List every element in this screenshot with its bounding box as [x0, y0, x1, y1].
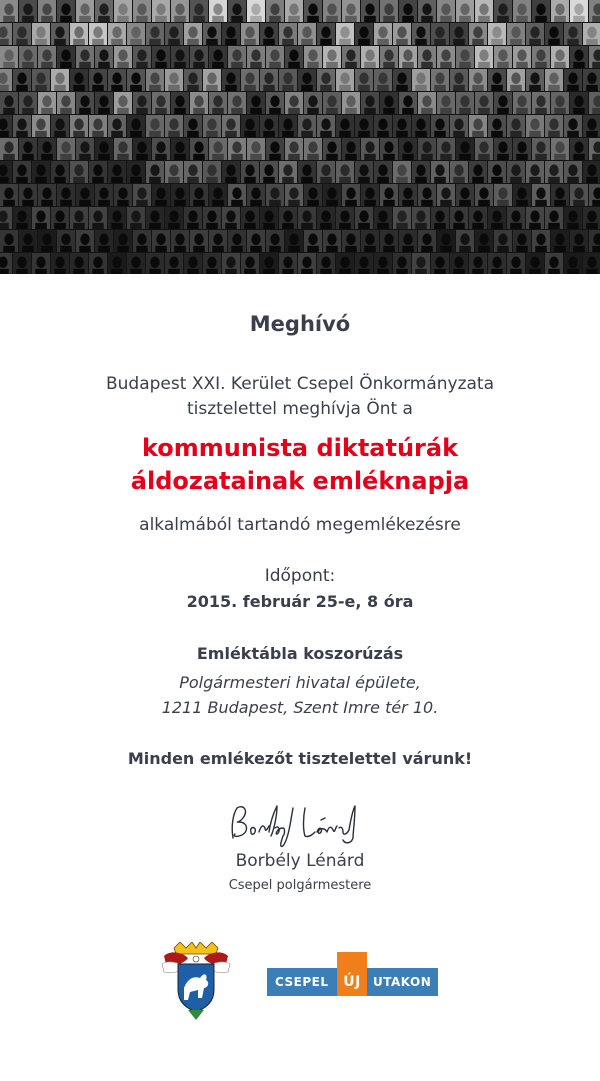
intro-line-1: Budapest XXI. Kerület Csepel Önkormányzata: [106, 374, 494, 394]
signer-name: Borbély Lénárd: [235, 851, 365, 871]
venue-line-1: Polgármesteri hivatal épülete,: [179, 673, 421, 692]
occasion-text: alkalmából tartandó megemlékezésre: [139, 515, 461, 535]
csepel-coat-of-arms-icon: [160, 942, 232, 1020]
intro-text: [0, 372, 600, 422]
invitation-title: Meghívó: [249, 312, 351, 336]
headline: [0, 432, 600, 498]
intro-line-2: tisztelettel meghívja Önt a: [187, 399, 413, 419]
closing-text: Minden emlékezőt tisztelettel várunk!: [127, 749, 473, 768]
csepel-uj-utakon-logo: [267, 968, 438, 996]
time-label: Időpont:: [264, 566, 336, 586]
portrait-mosaic-icon: [0, 0, 600, 274]
venue: [0, 670, 600, 720]
signature-icon: [225, 798, 375, 850]
time-value: 2015. február 25-e, 8 óra: [186, 592, 414, 611]
crest-icon: [160, 942, 232, 1020]
handwritten-signature: [225, 798, 375, 850]
portrait-mosaic-image: [0, 0, 600, 274]
venue-line-2: 1211 Budapest, Szent Imre tér 10.: [161, 698, 439, 717]
headline-line-1: kommunista diktatúrák: [141, 434, 459, 462]
signer-title: Csepel polgármestere: [228, 878, 372, 893]
brand-part-3: UTAKON: [373, 975, 432, 989]
event-name: Emléktábla koszorúzás: [196, 644, 404, 663]
brand-part-1: CSEPEL: [275, 975, 329, 989]
brand-part-2: ÚJ: [337, 952, 367, 996]
headline-line-2: áldozatainak emléknapja: [130, 467, 470, 495]
